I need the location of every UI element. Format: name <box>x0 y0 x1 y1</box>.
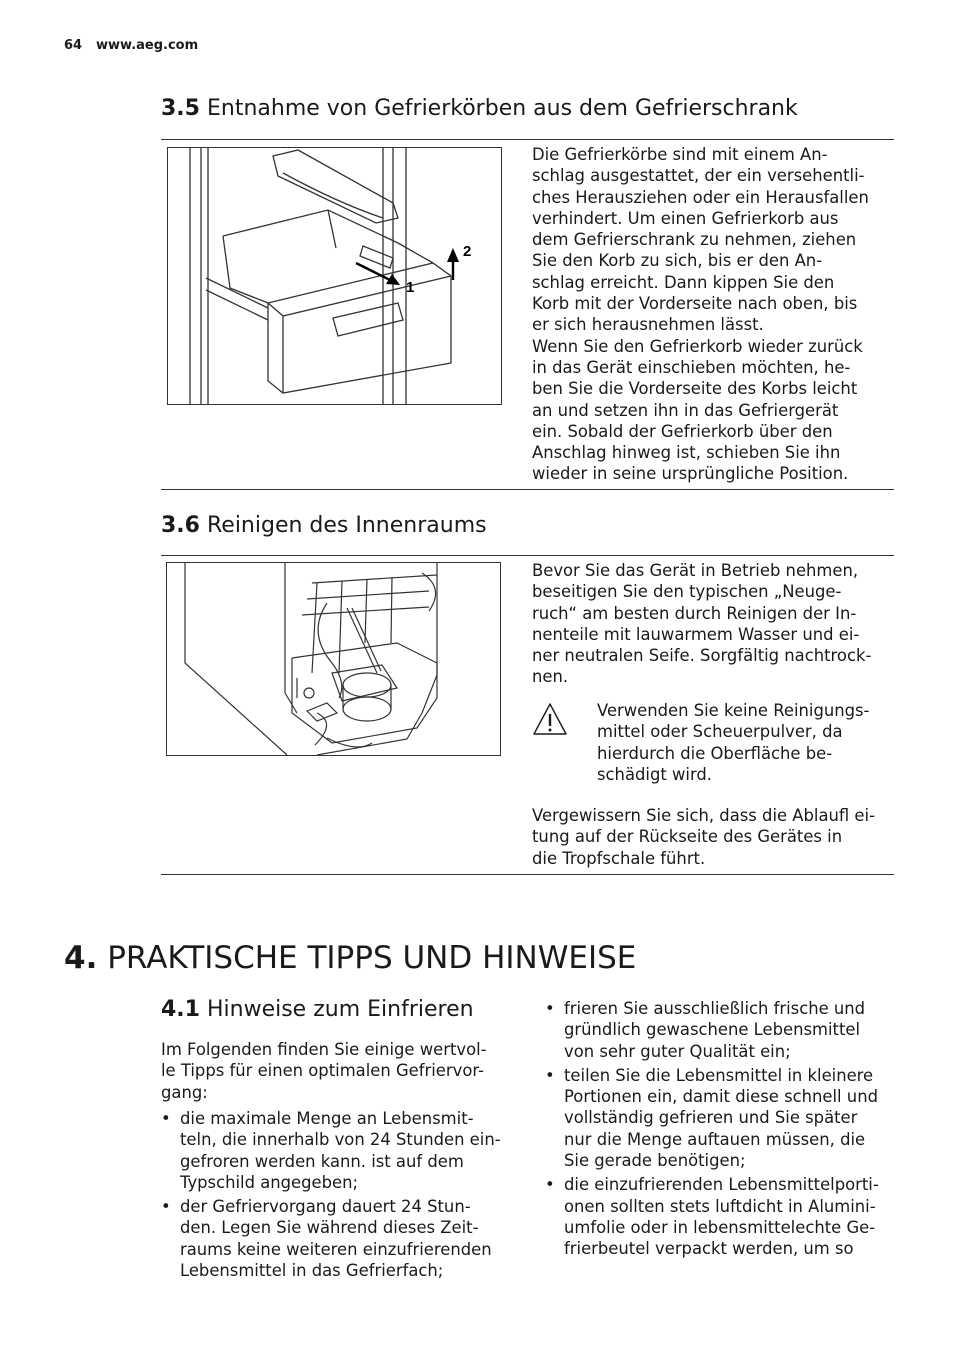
section-3-5-bottom-rule <box>161 489 894 490</box>
section-3-5-title: Entnahme von Gefrierkörben aus dem Gefrierschrank <box>206 96 798 121</box>
freezer-interior-illustration <box>167 563 500 755</box>
section-4-1-intro: Im Folgenden finden Sie einige wertvol- le Tipps für einen optimalen Gefriervor- gang: <box>161 1040 487 1102</box>
freezing-tips-list-left <box>161 1108 521 1284</box>
freezer-basket-illustration <box>168 148 501 404</box>
section-3-6-title: Reinigen des Innenraums <box>206 513 487 538</box>
section-3-5-heading <box>161 96 798 121</box>
section-4-1-heading <box>161 997 474 1022</box>
list-item: • die maximale Menge an Lebensmit- teln, die innerhalb von 24 Stunden ein- gefroren werden kann. ist auf dem Typschild angegeben; <box>161 1108 521 1193</box>
section-3-6-top-rule <box>161 555 894 556</box>
section-3-6-heading <box>161 513 487 538</box>
section-4-1-number: 4.1 <box>161 997 200 1022</box>
section-3-5-top-rule <box>161 139 894 140</box>
section-3-6-note: Vergewissern Sie sich, dass die Ablaufl ei- tung auf der Rückseite des Gerätes in die Tropfschale führt. <box>532 806 875 868</box>
warning-text: Verwenden Sie keine Reinigungs- mittel oder Scheuerpulver, da hierdurch die Oberfläche be- schädigt wird. <box>597 701 870 784</box>
website-url: www.aeg.com <box>96 38 199 53</box>
basket-removal-figure <box>167 147 502 405</box>
interior-cleaning-figure <box>166 562 501 756</box>
chapter-4-heading <box>64 940 636 976</box>
chapter-4-title: PRAKTISCHE TIPPS UND HINWEISE <box>107 940 637 976</box>
freezing-tips-list-right <box>545 998 897 1263</box>
section-3-6-number: 3.6 <box>161 513 200 538</box>
list-item: • frieren Sie ausschließlich frische und gründlich gewaschene Lebensmittel von sehr guter Qualität ein; <box>545 998 897 1062</box>
figure-label-2: 2 <box>463 243 472 260</box>
section-3-5-text: Die Gefrierkörbe sind mit einem An- schlag ausgestattet, der ein versehentli- ches Herausziehen oder ein Herausfallen verhindert. Um einen Gefrierkorb aus dem Gefrierschrank zu nehmen, ziehen Sie den Korb zu sich, bis er den An- schlag erreicht. Dann kippen Sie den Korb mit der Vorderseite nach oben, bis er sich herausnehmen lässt. Wenn Sie den Gefrierkorb wieder zurück in das Gerät einschieben möchten, he- ben Sie die Vorderseite des Korbs leicht an und setzen ihn in das Gefriergerät ein. Sobald der Gefrierkorb über den Anschlag hinweg ist, schieben Sie ihn wieder in seine ursprüngliche Position. <box>532 145 869 484</box>
section-3-6-text: Bevor Sie das Gerät in Betrieb nehmen, beseitigen Sie den typischen „Neuge- ruch“ am besten durch Reinigen der In- nenteile mit lauwarmem Wasser und ei- ner neutralen Seife. Sorgfältig nachtrock- nen. <box>532 561 872 687</box>
section-4-1-title: Hinweise zum Einfrieren <box>206 997 474 1022</box>
warning-icon <box>532 702 568 736</box>
figure-label-1: 1 <box>406 279 415 296</box>
page-number: 64 <box>64 38 83 53</box>
chapter-4-number: 4. <box>64 940 98 976</box>
section-3-6-bottom-rule <box>161 874 894 875</box>
section-3-5-number: 3.5 <box>161 96 200 121</box>
list-item: • der Gefriervorgang dauert 24 Stun- den. Legen Sie während dieses Zeit- raums keine weiteren einzufrierenden Lebensmittel in das Gefrierfach; <box>161 1196 521 1281</box>
list-item: • teilen Sie die Lebensmittel in kleinere Portionen ein, damit diese schnell und vollständig gefrieren und Sie später nur die Menge auftauen müssen, die Sie gerade benötigen; <box>545 1065 897 1171</box>
list-item: • die einzufrierenden Lebensmittelporti- onen sollten stets luftdicht in Alumini- umfolie oder in lebensmittelechte Ge- frierbeutel verpackt werden, um so <box>545 1174 897 1259</box>
